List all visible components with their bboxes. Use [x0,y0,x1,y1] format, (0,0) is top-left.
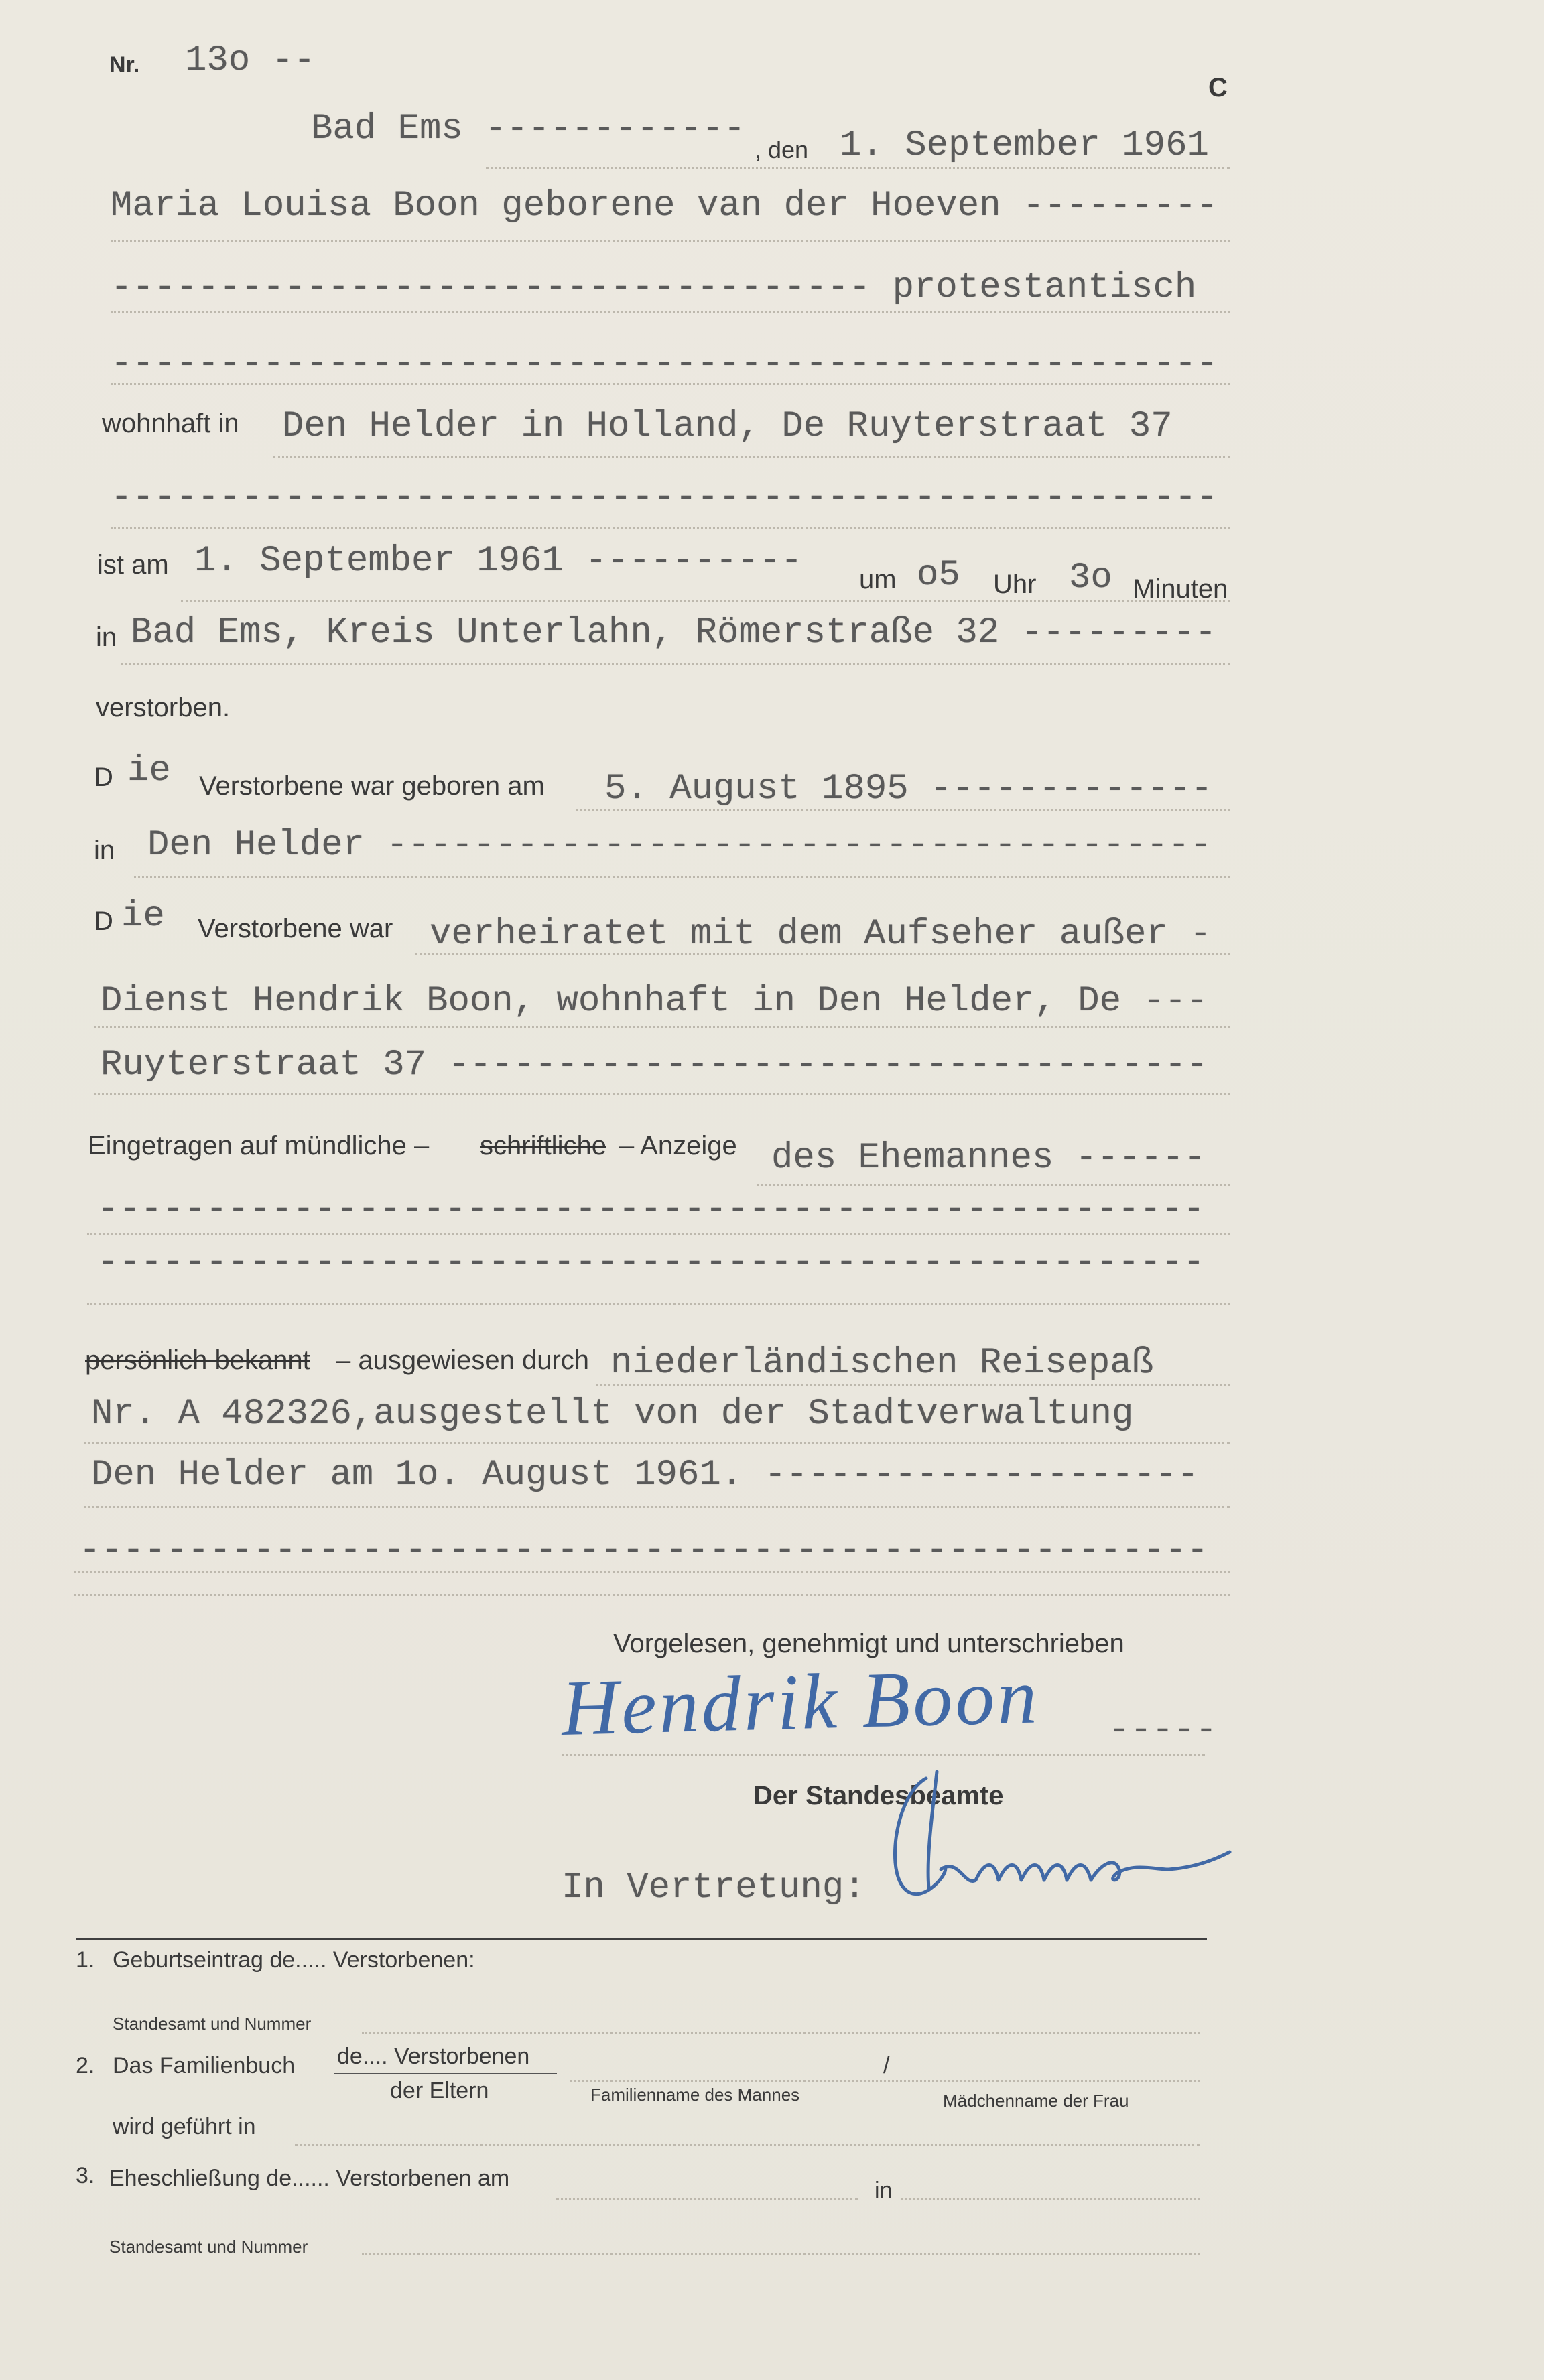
dotted-rule [486,167,1230,169]
dotted-rule [94,1093,1230,1095]
minuten-label: Minuten [1133,574,1228,604]
residence-address: Den Helder in Holland, De Ruyterstraat 37 [282,406,1173,447]
death-place-label: in [96,622,117,652]
identification-line-3: Den Helder am 1o. August 1961. -------------------- [91,1455,1199,1496]
identification-line-2: Nr. A 482326,ausgestellt von der Stadtverwaltung [91,1394,1134,1435]
deceased-name-line: Maria Louisa Boon geborene van der Hoeven --------- [111,186,1218,226]
dotted-rule [111,311,1230,313]
marital-line-3: Ruyterstraat 37 ----------------------------------- [101,1045,1208,1085]
fraction-bar [334,2073,557,2074]
death-date: 1. September 1961 ---------- [194,541,803,582]
footer-husband-caption: Familienname des Mannes [590,2085,800,2105]
dotted-rule [84,1506,1230,1508]
footer-item1-number: 1. [76,1947,95,1973]
dotted-rule [562,1754,1205,1756]
dotted-rule [362,2253,1200,2255]
registration-informant: des Ehemannes ------ [771,1138,1206,1179]
declarant-signature: Hendrik Boon [560,1652,1041,1752]
identification-label-struck: persönlich bekannt [85,1345,310,1375]
dotted-rule [87,1233,1230,1235]
registration-label-part1: Eingetragen auf mündliche – [88,1131,430,1161]
footer-item2-kept-in: wird geführt in [113,2114,256,2139]
identification-label: – ausgewiesen durch [336,1345,590,1375]
death-place: Bad Ems, Kreis Unterlahn, Römerstraße 32 --------- [131,612,1217,653]
registrar-title: Der Standesbeamte [753,1781,1004,1810]
footer-item3-number: 3. [76,2163,95,2188]
dotted-rule [87,1303,1230,1305]
registrar-signature [885,1769,1240,1916]
footer-item1-label: Geburtseintrag de..... Verstorbenen: [113,1947,475,1973]
dotted-rule [94,1026,1230,1028]
registrar-signature-stroke [895,1772,1230,1894]
registry-place: Bad Ems ------------ [311,109,746,149]
dotted-rule [111,527,1230,529]
death-minutes: 3o [1069,557,1112,598]
dotted-rule [556,2198,858,2200]
dotted-rule [74,1571,1230,1573]
footer-item2-separator: / [883,2053,890,2078]
birth-label: Verstorbene war geboren am [199,771,545,801]
identification-line-1: niederländischen Reisepaß [610,1343,1154,1384]
footer-item2-label: Das Familienbuch [113,2053,296,2078]
den-label: , den [755,136,809,163]
registration-filler-1: --------------------------------------------------- [97,1189,1205,1230]
read-approved-signed: Vorgelesen, genehmigt und unterschrieben [613,1629,1124,1658]
registry-date: 1. September 1961 [840,125,1209,166]
birth-place: Den Helder -------------------------------------- [147,825,1212,866]
identification-filler: ---------------------------------------------------- [79,1530,1209,1571]
marital-line-2: Dienst Hendrik Boon, wohnhaft in Den Helder, De --- [101,981,1208,1022]
dotted-rule [295,2144,1200,2146]
dotted-rule [273,456,1230,458]
marital-line-1: verheiratet mit dem Aufseher außer - [430,914,1212,955]
death-hour: o5 [917,555,960,596]
marital-label: Verstorbene war [198,914,393,943]
footer-item3-in: in [875,2178,893,2203]
dotted-rule [111,240,1230,242]
uhr-label: Uhr [993,570,1037,599]
dotted-rule [757,1184,1230,1186]
footer-item1-sublabel: Standesamt und Nummer [113,2013,312,2034]
dotted-rule [362,2032,1200,2034]
birth-place-label: in [94,836,115,865]
birth-date: 5. August 1895 ------------- [604,769,1213,809]
footer-item2-option-bottom: der Eltern [390,2078,489,2103]
um-label: um [859,565,897,594]
dotted-rule [121,663,1230,665]
dotted-rule [181,600,1230,602]
nr-value: 13o -- [185,40,316,81]
residence-filler-line: --------------------------------------------------- [111,477,1218,518]
footer-divider [76,1938,1207,1940]
footer-item2-number: 2. [76,2053,95,2078]
registration-filler-2: --------------------------------------------------- [97,1242,1205,1283]
dotted-rule [576,809,1230,811]
dotted-rule [415,953,1230,955]
deputy-label: In Vertretung: [562,1867,866,1908]
registration-label-struck: schriftliche [480,1131,606,1161]
nr-label: Nr. [109,52,140,78]
signature-dashes: ----- [1108,1710,1218,1751]
birth-article-suffix: ie [127,750,171,791]
marital-d-label: D [94,907,113,936]
dotted-rule [596,1384,1230,1386]
dotted-rule [134,876,1230,878]
footer-wife-caption: Mädchenname der Frau [943,2091,1129,2111]
dotted-rule [84,1442,1230,1444]
birth-d-label: D [94,763,113,792]
footer-item2-option-top: de.... Verstorbenen [337,2044,530,2069]
dotted-rule [74,1594,1230,1596]
registration-label-part2: – Anzeige [619,1131,737,1161]
dotted-rule [111,383,1230,385]
verstorben-label: verstorben. [96,693,231,722]
form-code: C [1208,73,1228,103]
deceased-filler-line: --------------------------------------------------- [111,344,1218,385]
footer-item3-sublabel: Standesamt und Nummer [109,2237,308,2257]
dotted-rule [901,2198,1200,2200]
deceased-religion-line: ----------------------------------- protestantisch [111,267,1197,308]
marital-article-suffix: ie [121,896,165,937]
residence-label: wohnhaft in [102,409,239,438]
death-date-label: ist am [97,550,169,580]
dotted-rule [570,2080,1200,2082]
footer-item3-label: Eheschließung de...... Verstorbenen am [109,2166,510,2191]
